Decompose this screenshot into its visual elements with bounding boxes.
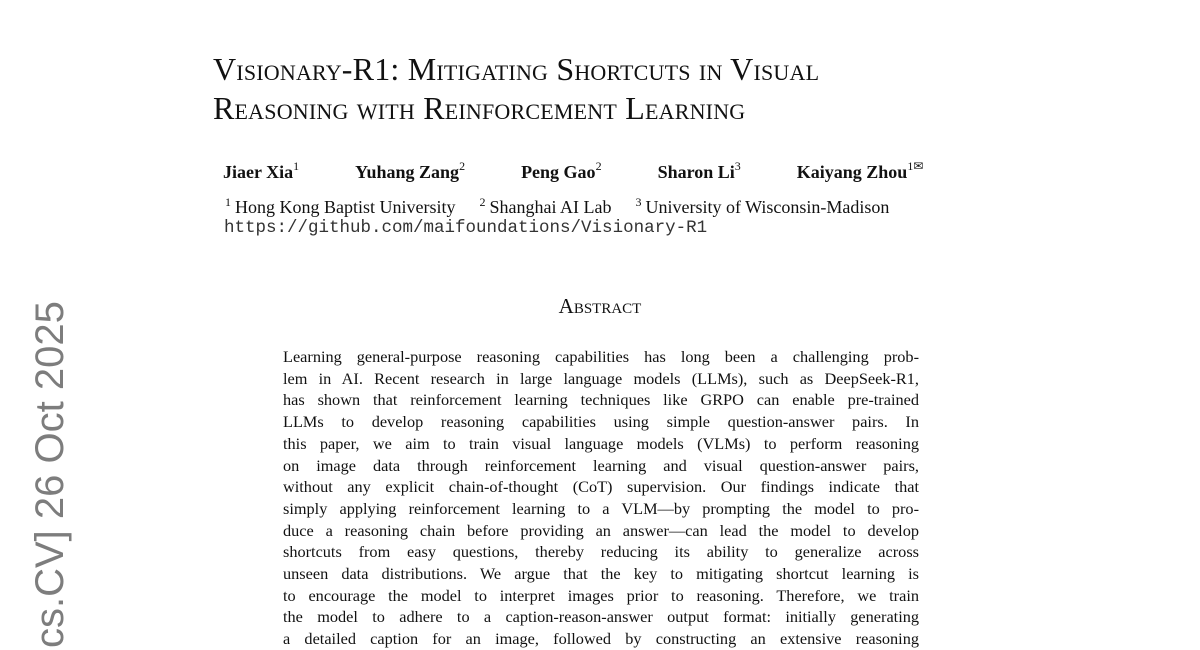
author-affiliation-mark: 2 xyxy=(459,159,466,173)
abstract-line: the model to adhere to a caption-reason-answer output format: initially generating xyxy=(283,607,919,627)
affiliation-name: Shanghai AI Lab xyxy=(489,197,612,217)
author xyxy=(223,160,299,183)
title-line-1: Visionary-R1: Mitigating Shortcuts in Visual xyxy=(213,51,820,87)
abstract-line: a detailed caption for an image, followed by constructing an extensive reasoning xyxy=(283,629,919,649)
affiliation-mark: 1 xyxy=(225,195,231,209)
abstract-heading: Abstract xyxy=(558,294,642,318)
abstract-line: shortcuts from easy questions, thereby reducing its ability to generalize across xyxy=(283,542,919,562)
abstract-line: unseen data distributions. We argue that the key to mitigating shortcut learning is xyxy=(283,564,919,584)
author-affiliation-mark: 2 xyxy=(595,159,602,173)
title-line-2: Reasoning with Reinforcement Learning xyxy=(213,90,746,126)
author-name: Kaiyang Zhou xyxy=(796,162,908,182)
author-affiliation-mark: 3 xyxy=(734,159,741,173)
abstract-line: to encourage the model to interpret images prior to reasoning. Therefore, we train xyxy=(283,585,919,605)
author-name: Jiaer Xia xyxy=(223,162,294,182)
abstract-line: this paper, we aim to train visual language models (VLMs) to perform reasoning xyxy=(283,433,919,453)
author xyxy=(658,160,741,183)
author-name: Yuhang Zang xyxy=(355,162,460,182)
paper-title xyxy=(213,50,819,128)
affiliation xyxy=(225,195,456,218)
affiliation-name: University of Wisconsin-Madison xyxy=(645,197,890,217)
abstract-body xyxy=(283,346,919,650)
author-affiliation-mark: 1✉ xyxy=(907,159,924,173)
affiliation-mark: 2 xyxy=(479,195,486,209)
affiliation xyxy=(480,195,612,218)
abstract-line: Learning general-purpose reasoning capabilities has long been a challenging prob- xyxy=(283,347,919,366)
author xyxy=(521,160,602,183)
abstract-line: simply applying reinforcement learning to a VLM—by prompting the model to pro- xyxy=(283,498,919,518)
affiliation-name: Hong Kong Baptist University xyxy=(235,197,456,217)
author-name: Sharon Li xyxy=(657,162,735,182)
author xyxy=(797,160,924,183)
affiliation-mark: 3 xyxy=(635,195,642,209)
repository-link[interactable]: https://github.com/maifoundations/Visionary-R1 xyxy=(224,218,708,238)
abstract-line: duce a reasoning chain before providing an answer—can lead the model to develop xyxy=(283,520,919,540)
affiliation-list xyxy=(225,195,889,218)
abstract-line: on image data through reinforcement learning and visual question-answer pairs, xyxy=(283,455,919,475)
arxiv-stamp: cs.CV] 26 Oct 2025 xyxy=(28,301,72,648)
author-name: Peng Gao xyxy=(521,162,596,182)
abstract-line: lem in AI. Recent research in large language models (LLMs), such as DeepSeek-R1, xyxy=(283,368,919,388)
abstract-line: without any explicit chain-of-thought (CoT) supervision. Our findings indicate that xyxy=(283,477,919,497)
author xyxy=(355,160,465,183)
author-affiliation-mark: 1 xyxy=(293,159,300,173)
affiliation xyxy=(635,195,889,218)
abstract-line: LLMs to develop reasoning capabilities using simple question-answer pairs. In xyxy=(283,412,919,432)
author-list xyxy=(223,160,923,183)
abstract-line: has shown that reinforcement learning techniques like GRPO can enable pre-trained xyxy=(283,390,919,410)
